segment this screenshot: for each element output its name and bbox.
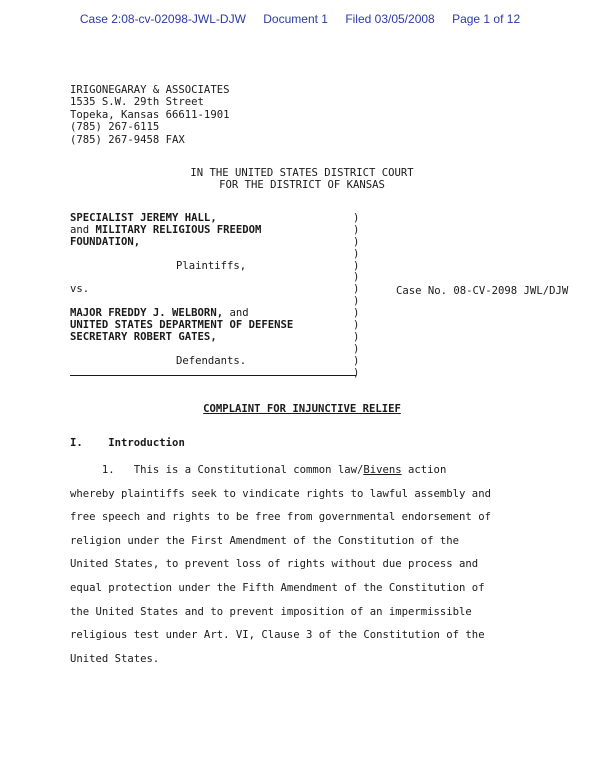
paragraph-line: the United States and to prevent imposition of an impermissible	[70, 605, 472, 618]
paren: )	[353, 366, 360, 379]
paragraph-1	[70, 459, 545, 671]
paragraph-line: religion under the First Amendment of the Constitution of the	[70, 534, 460, 547]
defendant-gates: SECRETARY ROBERT GATES,	[70, 331, 217, 343]
case-number: Case No. 08-CV-2098 JWL/DJW	[396, 285, 569, 297]
defendant-welborn: MAJOR FREDDY J. WELBORN,	[70, 307, 224, 320]
header-document: Document 1	[263, 12, 328, 26]
firm-name: IRIGONEGARAY & ASSOCIATES	[70, 84, 230, 96]
paragraph-line: United States, to prevent loss of rights without due process and	[70, 558, 479, 571]
paragraph-line: free speech and rights to be free from governmental endorsement of	[70, 511, 491, 524]
versus-label: vs.	[70, 283, 90, 296]
court-district: FOR THE DISTRICT OF KANSAS	[219, 179, 385, 192]
paren: )	[353, 307, 360, 320]
bivens-reference: Bivens	[363, 464, 402, 476]
paren: )	[353, 259, 360, 272]
paren: )	[353, 319, 360, 332]
paragraph-lead: 1. This is a Constitutional common law/	[70, 464, 364, 476]
paren: )	[353, 283, 360, 296]
defendant-dod: UNITED STATES DEPARTMENT OF DEFENSE	[70, 319, 294, 332]
caption-parentheses	[353, 213, 359, 379]
paren: )	[353, 354, 360, 367]
defendants-label: Defendants.	[176, 354, 247, 367]
firm-address-block	[70, 84, 229, 146]
paren: )	[353, 342, 360, 355]
complaint-title-text: COMPLAINT FOR INJUNCTIVE RELIEF	[203, 403, 401, 415]
header-page-count: Page 1 of 12	[452, 12, 521, 26]
paren: )	[353, 295, 360, 308]
firm-street: 1535 S.W. 29th Street	[70, 96, 204, 109]
paren: )	[353, 330, 360, 343]
caption-and: and	[223, 307, 249, 320]
paren: )	[353, 223, 360, 236]
section-title: Introduction	[108, 437, 185, 449]
caption-rule	[70, 375, 356, 376]
plaintiff-mrff-line	[70, 225, 261, 237]
paren: )	[353, 235, 360, 248]
section-heading	[70, 437, 185, 449]
paragraph-line: whereby plaintiffs seek to vindicate rights to lawful assembly and	[70, 487, 491, 500]
plaintiff-mrff: MILITARY RELIGIOUS FREEDOM	[95, 223, 262, 236]
firm-fax: (785) 267-9458 FAX	[70, 133, 185, 146]
plaintiffs-label: Plaintiffs,	[176, 259, 247, 272]
paren: )	[353, 271, 360, 284]
plaintiff-mrff-cont: FOUNDATION,	[70, 235, 141, 248]
plaintiff-hall: SPECIALIST JEREMY HALL,	[70, 212, 217, 224]
paragraph-lead-end: action	[401, 464, 447, 476]
complaint-title	[70, 403, 534, 415]
ecf-header	[0, 12, 600, 26]
court-heading	[70, 167, 534, 192]
header-case-number: Case 2:08-cv-02098-JWL-DJW	[79, 12, 246, 26]
paren: )	[353, 247, 360, 260]
paragraph-line: religious test under Art. VI, Clause 3 of the Constitution of the	[70, 629, 485, 642]
paragraph-line: United States.	[70, 652, 160, 665]
caption-and: and	[70, 223, 96, 236]
court-name: IN THE UNITED STATES DISTRICT COURT	[190, 167, 414, 179]
firm-city: Topeka, Kansas 66611-1901	[70, 108, 230, 121]
section-number: I.	[70, 437, 83, 449]
paren: )	[353, 212, 360, 224]
paragraph-line: equal protection under the Fifth Amendment of the Constitution of	[70, 581, 485, 594]
paragraph-line	[70, 459, 545, 483]
firm-phone: (785) 267-6115	[70, 121, 160, 134]
header-filed-date: Filed 03/05/2008	[345, 12, 435, 26]
